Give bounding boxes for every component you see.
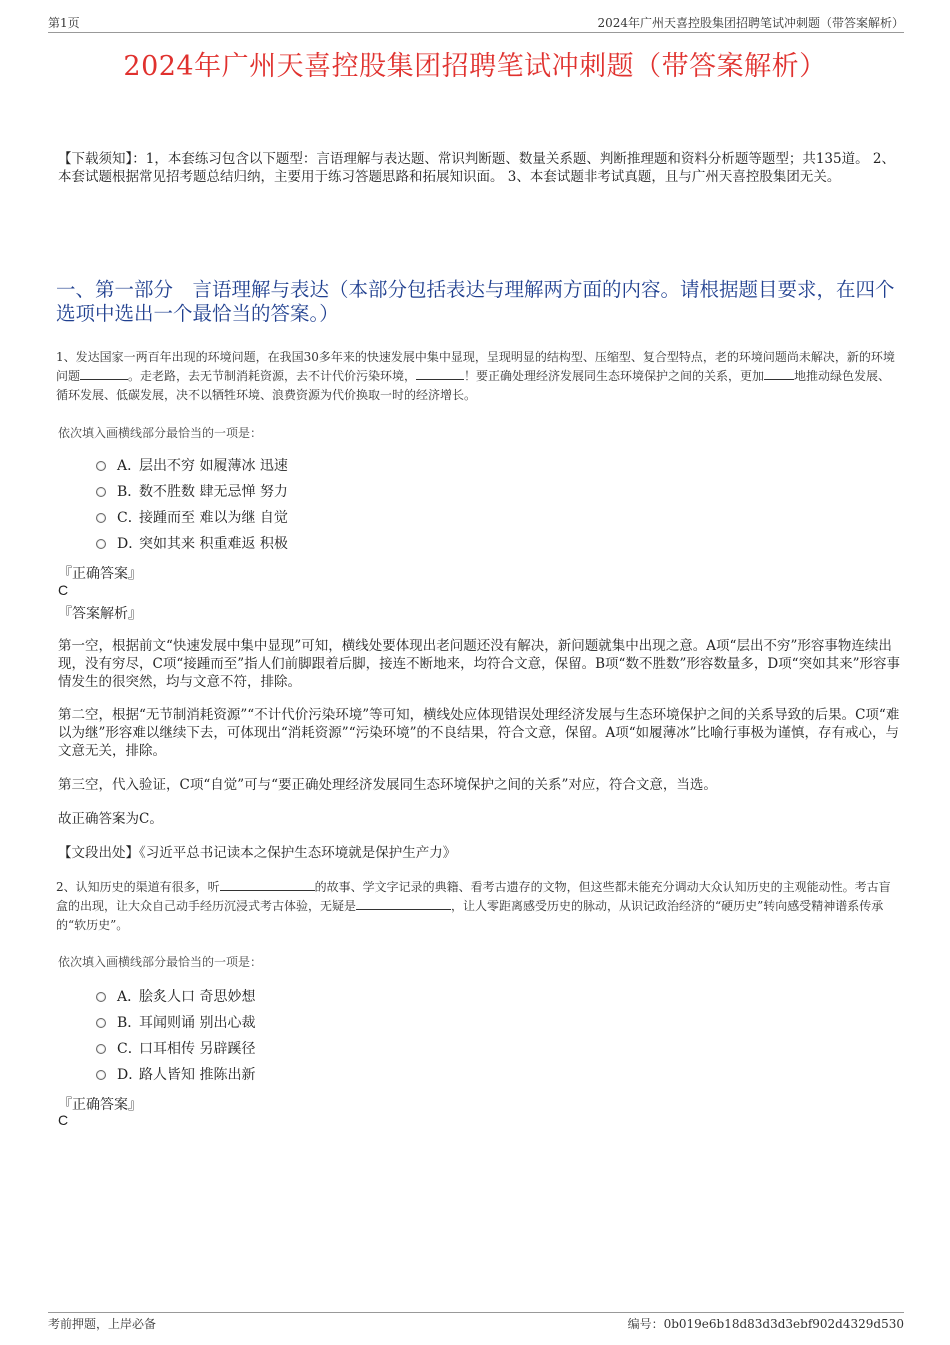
analysis-paragraph: 第一空，根据前文“快速发展中集中显现”可知，横线处要体现出老问题还没有解决，新问题就集中出现之意。A项“层出不穷”形容事物连续出现，没有穷尽，C项“接踵而至”指人们前脚跟着后脚，接连不断地来，均符合文意，保留。B项“数不胜数”形容数量多，D项“突如其来”形容事情发生的很突然，均与文意不符，排除。 bbox=[58, 638, 900, 690]
answer-label: 『正确答案』 bbox=[58, 1097, 142, 1113]
option-b[interactable]: B． 耳闻则诵 别出心裁 bbox=[96, 1010, 255, 1036]
radio-icon[interactable] bbox=[96, 1070, 106, 1080]
blank-1 bbox=[220, 878, 315, 891]
download-notice: 【下载须知】：1，本套练习包含以下题型：言语理解与表达题、常识判断题、数量关系题、判断推理题和资料分析题等题型；共135道。 2、本套试题根据常见招考题总结归纳，主要用于练习答题思路和拓展知识面。 3、本套试题非考试真题，且与广州天喜控股集团无关。 bbox=[58, 151, 895, 185]
question-1-text: 1、发达国家一两百年出现的环境问题，在我国30多年来的快速发展中集中显现，呈现明显的结构型、压缩型、复合型特点，老的环境问题尚未解决，新的环境问题 。走老路，去无节制消耗资源，去不计代价污染环境， ！要正确处理经济发展同生态环境保护之间的关系，更加 地推动绿色发展、循环发展、低碳发展，决不以牺牲环境、浪费资源为代价换取一时的经济增长。 bbox=[56, 350, 895, 402]
analysis-label: 『答案解析』 bbox=[58, 606, 142, 622]
answer-value: C bbox=[58, 1112, 69, 1128]
blank-2 bbox=[416, 367, 464, 380]
analysis-paragraph: 第三空，代入验证，C项“自觉”可与“要正确处理经济发展同生态环境保护之间的关系”对应，符合文意，当选。 bbox=[58, 777, 717, 793]
option-d[interactable]: D． 突如其来 积重难返 积极 bbox=[96, 531, 288, 557]
question-1-options bbox=[96, 453, 288, 557]
radio-icon[interactable] bbox=[96, 513, 106, 523]
page-footer bbox=[48, 1312, 904, 1331]
source-citation: 【文段出处】《习近平总书记读本之保护生态环境就是保护生产力》 bbox=[58, 845, 457, 861]
analysis-conclusion: 故正确答案为C。 bbox=[58, 811, 163, 827]
question-2-text: 2、认知历史的渠道有很多，听 的故事、学文字记录的典籍、看考古遗存的文物，但这些都未能充分调动大众认知历史的主观能动性。考古盲盒的出现，让大众自己动手经历沉浸式考古体验，无疑是 ，让人零距离感受历史的脉动，从识记政治经济的“硬历史”转向感受精神谱系传承的“软历史”。 bbox=[56, 880, 891, 932]
answer-value: C bbox=[58, 582, 69, 598]
option-c[interactable]: C． 口耳相传 另辟蹊径 bbox=[96, 1036, 255, 1062]
page-header bbox=[48, 14, 904, 33]
option-c[interactable]: C． 接踵而至 难以为继 自觉 bbox=[96, 505, 288, 531]
radio-icon[interactable] bbox=[96, 992, 106, 1002]
radio-icon[interactable] bbox=[96, 1044, 106, 1054]
question-2-options bbox=[96, 984, 255, 1088]
blank-3 bbox=[764, 367, 794, 380]
option-d[interactable]: D． 路人皆知 推陈出新 bbox=[96, 1062, 255, 1088]
document-title: 2024年广州天喜控股集团招聘笔试冲刺题（带答案解析） bbox=[123, 51, 827, 82]
page-number: 第1页 bbox=[48, 16, 80, 30]
header-doc-title: 2024年广州天喜控股集团招聘笔试冲刺题（带答案解析） bbox=[597, 16, 904, 30]
footer-slogan: 考前押题，上岸必备 bbox=[48, 1317, 157, 1331]
option-b[interactable]: B． 数不胜数 肆无忌惮 努力 bbox=[96, 479, 288, 505]
answer-label: 『正确答案』 bbox=[58, 566, 142, 582]
analysis-paragraph: 第二空，根据“无节制消耗资源”“不计代价污染环境”等可知，横线处应体现错误处理经济发展与生态环境保护之间的关系导致的后果。C项“难以为继”形容难以继续下去，可体现出“消耗资源”“污染环境”的不良结果，符合文意，保留。A项“如履薄冰”比喻行事极为谨慎，存有戒心，与文意无关，排除。 bbox=[58, 707, 900, 759]
radio-icon[interactable] bbox=[96, 539, 106, 549]
option-a[interactable]: A． 层出不穷 如履薄冰 迅速 bbox=[96, 453, 288, 479]
section-title: 一、第一部分 言语理解与表达（本部分包括表达与理解两方面的内容。请根据题目要求，在四个选项中选出一个最恰当的答案。） bbox=[56, 278, 895, 325]
radio-icon[interactable] bbox=[96, 461, 106, 471]
question-2-hint: 依次填入画横线部分最恰当的一项是： bbox=[58, 955, 263, 969]
question-1-hint: 依次填入画横线部分最恰当的一项是： bbox=[58, 426, 263, 440]
blank-2 bbox=[356, 897, 451, 910]
option-a[interactable]: A． 脍炙人口 奇思妙想 bbox=[96, 984, 255, 1010]
footer-serial: 编号：0b019e6b18d83d3d3ebf902d4329d530 bbox=[627, 1317, 904, 1331]
blank-1 bbox=[80, 367, 128, 380]
radio-icon[interactable] bbox=[96, 1018, 106, 1028]
radio-icon[interactable] bbox=[96, 487, 106, 497]
